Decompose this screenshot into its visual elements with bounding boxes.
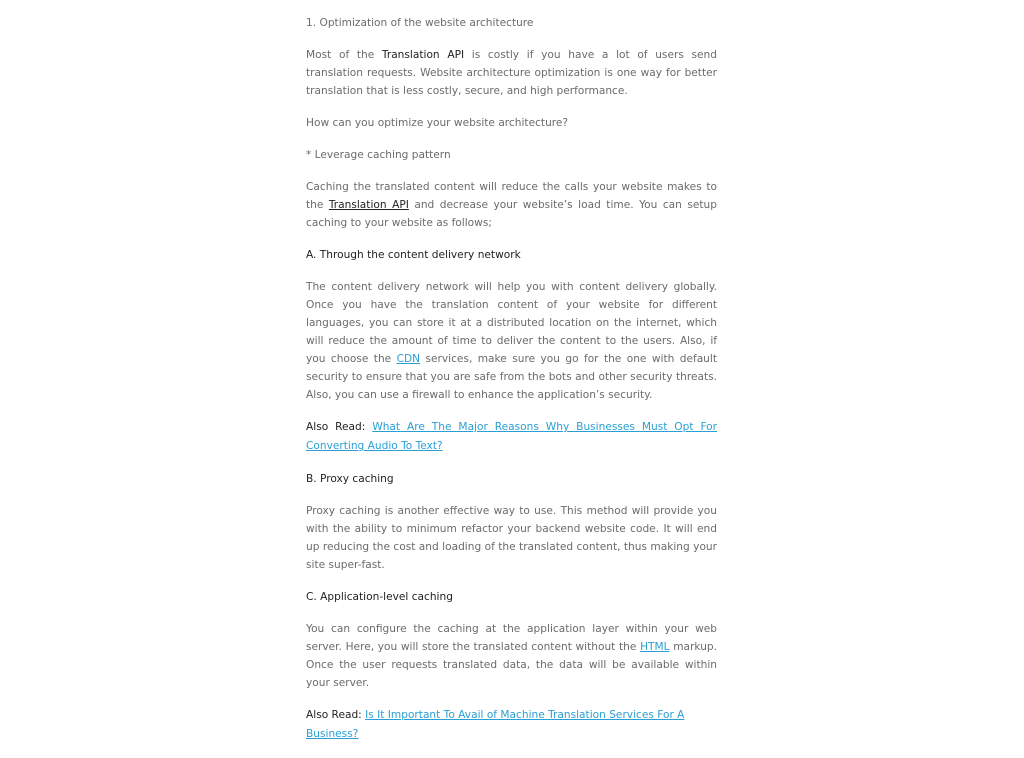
also-read-2 — [306, 706, 717, 744]
section-title: 1. Optimization of the website architecture — [306, 17, 534, 29]
heading-cdn: A. Through the content delivery network — [306, 249, 521, 261]
also-read-link-machine-translation[interactable]: Is It Important To Avail of Machine Translation Services For A Business? — [306, 709, 685, 740]
heading-proxy-caching: B. Proxy caching — [306, 473, 394, 485]
html-link[interactable]: HTML — [640, 641, 670, 653]
paragraph-application-caching: You can configure the caching at the application layer within your web server. Here, you will store the translated content without the HTML markup. Once the user requests translated data, the data will be available within your server. — [306, 623, 717, 689]
bullet-caching-pattern: * Leverage caching pattern — [306, 149, 451, 161]
paragraph-caching: Caching the translated content will reduce the calls your website makes to the Translation API and decrease your website’s load time. You can setup caching to your website as follows; — [306, 181, 717, 229]
paragraph-cdn: The content delivery network will help you with content delivery globally. Once you have the translation content of your website for different languages, you can store it at a distributed location on the internet, which will reduce the amount of time to deliver the content to the users. Also, if you choose the CDN services, make sure you go for the one with default security to ensure that you are safe from the bots and other security threats. Also, you can use a firewall to enhance the application’s security. — [306, 281, 717, 401]
translation-api-bold: Translation API — [381, 49, 465, 61]
article-content — [306, 14, 717, 758]
translation-api-link[interactable]: Translation API — [328, 199, 409, 211]
also-read-label: Also Read: — [306, 709, 366, 721]
paragraph-proxy-caching: Proxy caching is another effective way to use. This method will provide you with the ability to minimum refactor your backend website code. It will end up reducing the cost and loading of the translated content, thus making your site super-fast. — [306, 505, 717, 571]
paragraph-intro: Most of the Translation API is costly if you have a lot of users send translation requests. Website architecture optimization is one way for better translation that is less costly, secure, and high performance. — [306, 49, 717, 97]
also-read-link-audio-to-text[interactable]: What Are The Major Reasons Why Businesses Must Opt For Converting Audio To Text? — [306, 421, 717, 452]
also-read-block-1 — [306, 418, 717, 456]
also-read-label: Also Read: — [306, 421, 373, 433]
cdn-link[interactable]: CDN — [396, 353, 421, 365]
heading-application-caching: C. Application-level caching — [306, 591, 453, 603]
also-read-block-2 — [306, 706, 717, 744]
also-read-1 — [306, 418, 717, 456]
question-text: How can you optimize your website architecture? — [306, 117, 569, 129]
